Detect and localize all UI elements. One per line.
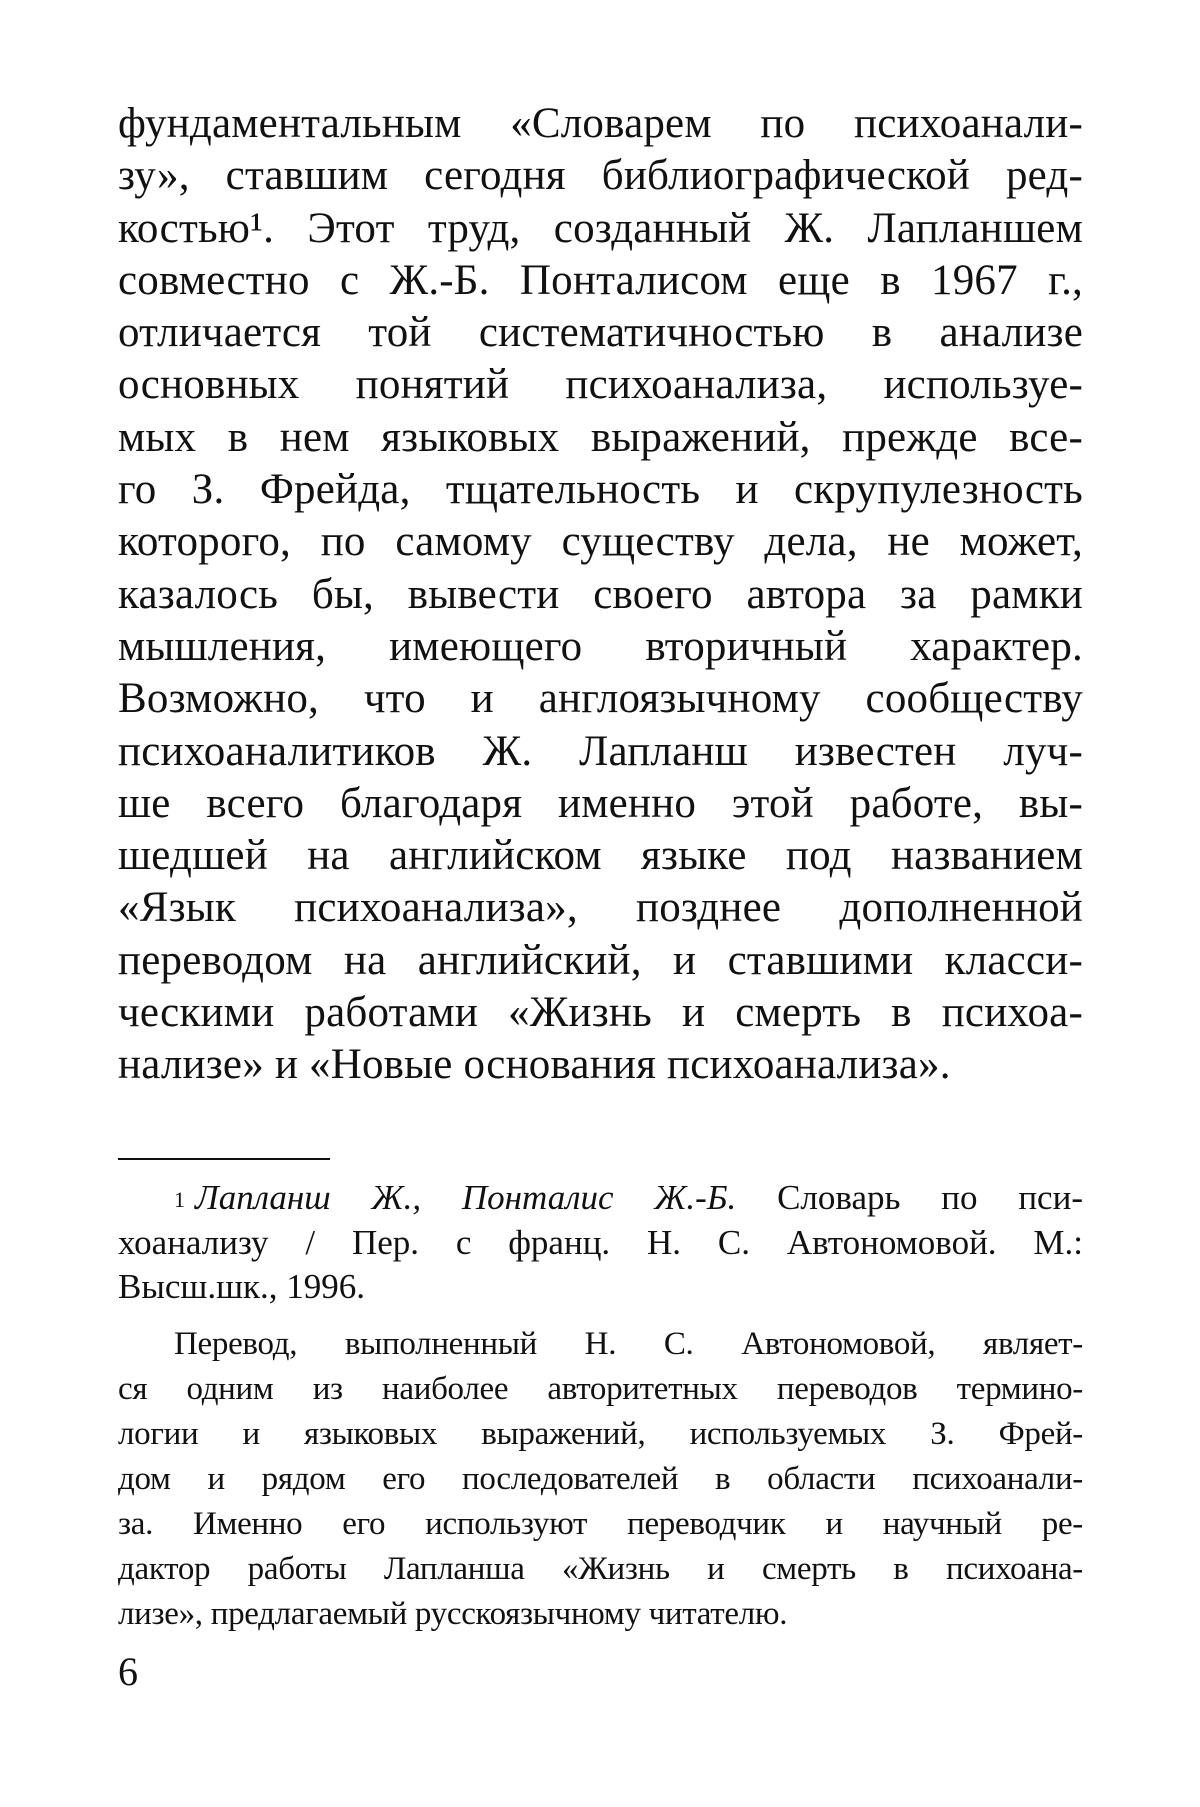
text-line: психоаналитиков Ж. Лапланш известен луч- <box>118 727 1083 775</box>
text-line: совместно с Ж.-Б. Понталисом еще в 1967 г., <box>118 256 1083 304</box>
main-paragraph <box>118 98 1083 1092</box>
footnote-line: хоанализу / Пер. с франц. Н. С. Автономовой. М.: <box>118 1222 1083 1262</box>
text-line: отличается той систематичностью в анализе <box>118 309 1083 357</box>
text-line: костью¹. Этот труд, созданный Ж. Лапланшем <box>118 204 1083 252</box>
note-line: дом и рядом его последователей в области психоанали- <box>118 1461 1083 1497</box>
note-line: ся одним из наиболее авторитетных переводов термино- <box>118 1371 1083 1407</box>
text-line: фундаментальным «Словарем по психоанали- <box>118 100 1083 147</box>
note-line: за. Именно его используют переводчик и научный ре- <box>118 1506 1083 1542</box>
note-line: лизе», предлагаемый русскоязычному читателю. <box>118 1596 788 1632</box>
text-line: основных понятий психоанализа, используе- <box>118 361 1083 409</box>
page-number: 6 <box>118 1649 138 1694</box>
footnote-authors: Лапланш Ж., Понталис Ж.-Б. <box>195 1178 737 1217</box>
text-line: ческими работами «Жизнь и смерть в психоа- <box>118 989 1083 1037</box>
footnote-title: Словарь по пси- <box>736 1178 1083 1217</box>
text-line: которого, по самому существу дела, не может, <box>118 518 1083 566</box>
text-line: ше всего благодаря именно этой работе, вы- <box>118 779 1083 827</box>
note-line: дактор работы Лапланша «Жизнь и смерть в психоана- <box>118 1551 1083 1587</box>
text-line: нализе» и «Новые основания психоанализа». <box>118 1041 951 1089</box>
text-line: зу», ставшим сегодня библиографической ред- <box>118 152 1083 200</box>
translator-note <box>118 1322 1083 1637</box>
text-line: казалось бы, вывести своего автора за рамки <box>118 570 1083 618</box>
footnote-line: Высш.шк., 1996. <box>118 1267 366 1306</box>
footnote-divider <box>118 1158 330 1160</box>
footnote-marker: 1 <box>174 1187 185 1212</box>
text-line: Возможно, что и англоязычному сообществу <box>118 675 1083 723</box>
text-line: мышления, имеющего вторичный характер. <box>118 622 1083 670</box>
footnote-line <box>118 1176 1083 1221</box>
text-line: переводом на английский, и ставшими класси- <box>118 936 1083 984</box>
note-line: Перевод, выполненный Н. С. Автономовой, являет- <box>174 1326 1083 1362</box>
text-line: мых в нем языковых выражений, прежде все- <box>118 413 1083 461</box>
text-line: го З. Фрейда, тщательность и скрупулезность <box>118 466 1083 514</box>
note-line: логии и языковых выражений, используемых З. Фрей- <box>118 1416 1083 1452</box>
text-line: «Язык психоанализа», позднее дополненной <box>118 884 1083 932</box>
footnote <box>118 1176 1083 1310</box>
text-line: шедшей на английском языке под названием <box>118 832 1083 880</box>
